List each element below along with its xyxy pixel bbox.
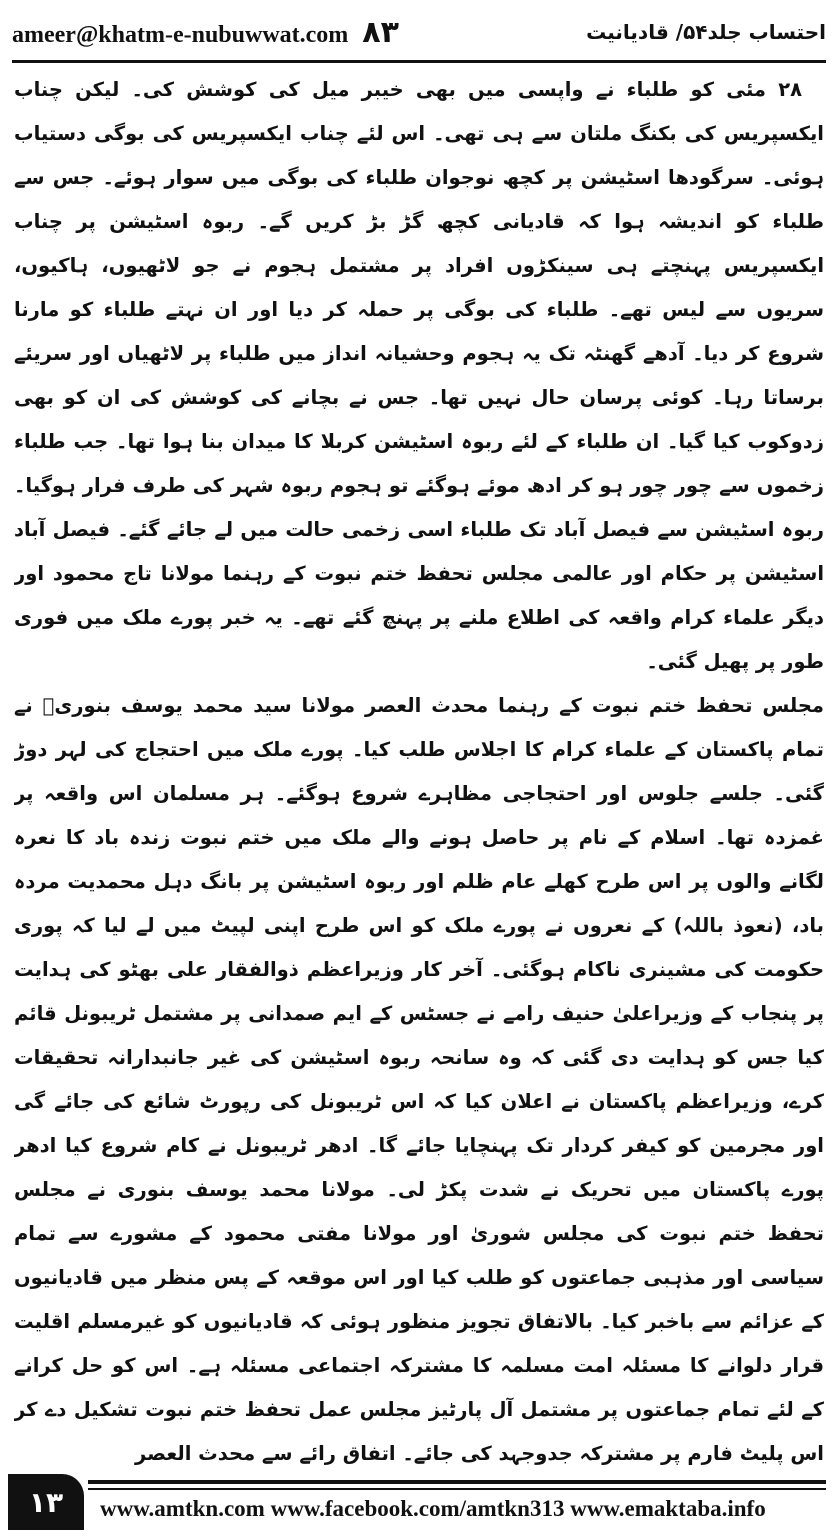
footer-rule-thin <box>88 1488 826 1490</box>
page-body <box>14 68 824 1468</box>
page-footer <box>0 1474 840 1536</box>
footer-links: www.amtkn.com www.facebook.com/amtkn313 www.emaktaba.info <box>100 1496 766 1521</box>
paragraph-1: ۲۸ مئی کو طلباء نے واپسی میں بھی خیبر میل کی کوشش کی۔ لیکن چناب ایکسپریس کی بکنگ ملتان سے ہی تھی۔ اس لئے چناب ایکسپریس کی بوگی دستیاب ہوئی۔ سرگودھا اسٹیشن پر کچھ نوجوان طلباء کی بوگی میں سوار ہوئے۔ جس سے طلباء کو اندیشہ ہوا کہ قادیانی کچھ گڑ بڑ کریں گے۔ ربوہ اسٹیشن پر چناب ایکسپریس پہنچتے ہی سینکڑوں افراد پر مشتمل ہجوم نے جو لاٹھیوں، ہاکیوں، سریوں سے لیس تھے۔ طلباء کی بوگی پر حملہ کر دیا اور ان نہتے طلباء کو مارنا شروع کر دیا۔ آدھے گھنٹہ تک یہ ہجوم وحشیانہ انداز میں طلباء پر لاٹھیاں اور سریئے برساتا رہا۔ کوئی پرسان حال نہیں تھا۔ جس نے بچانے کی کوشش کی ان کو بھی زدوکوب کیا گیا۔ ان طلباء کے لئے ربوہ اسٹیشن کربلا کا میدان بنا ہوا تھا۔ جب طلباء زخموں سے چور چور ہو کر ادھ موئے ہوگئے تو ہجوم ربوہ شہر کی طرف فرار ہوگیا۔ ربوہ اسٹیشن سے فیصل آباد تک طلباء اسی زخمی حالت میں لے جائے گئے۔ فیصل آباد اسٹیشن پر حکام اور عالمی مجلس تحفظ ختم نبوت کے رہنما مولانا تاج محمود اور دیگر علماء کرام واقعہ کی اطلاع ملنے پر پہنچ گئے تھے۔ یہ خبر پورے ملک میں فوری طور پر پھیل گئی۔ <box>14 78 824 673</box>
header-rule <box>12 60 826 63</box>
header-book-title: احتساب جلد۵۴/ قادیانیت <box>586 20 826 44</box>
header-left <box>12 15 399 50</box>
paragraph-2: مجلس تحفظ ختم نبوت کے رہنما محدث العصر مولانا سید محمد یوسف بنوریؒ نے تمام پاکستان کے علماء کرام کا اجلاس طلب کیا۔ پورے ملک میں احتجاج کی لہر دوڑ گئی۔ جلسے جلوس اور احتجاجی مظاہرے شروع ہوگئے۔ ہر مسلمان اس واقعہ پر غمزدہ تھا۔ اسلام کے نام پر حاصل ہونے والے ملک میں ختم نبوت زندہ باد کا نعرہ لگانے والوں پر اس طرح کھلے عام ظلم اور ربوہ اسٹیشن پر بانگ دہل محمدیت مردہ باد، (نعوذ باللہ) کے نعروں نے پورے ملک کو اس طرح اپنی لپیٹ میں لے لیا کہ پوری حکومت کی مشینری ناکام ہوگئی۔ آخر کار وزیراعظم ذوالفقار علی بھٹو کی ہدایت پر پنجاب کے وزیراعلیٰ حنیف رامے نے جسٹس کے ایم صمدانی پر مشتمل ٹریبونل قائم کیا جس کو ہدایت دی گئی کہ وہ سانحہ ربوہ اسٹیشن کی غیر جانبدارانہ تحقیقات کرے، وزیراعظم پاکستان نے اعلان کیا کہ اس ٹریبونل کی رپورٹ شائع کی جائے گی اور مجرمین کو کیفر کردار تک پہنچایا جائے گا۔ ادھر ٹریبونل نے کام شروع کیا ادھر پورے پاکستان میں تحریک نے شدت پکڑ لی۔ مولانا محمد یوسف بنوری نے مجلس تحفظ ختم نبوت کی مجلس شوریٰ اور مولانا مفتی محمود کے مشورے سے تمام سیاسی اور مذہبی جماعتوں کو طلب کیا اور اس موقعہ کے پس منظر میں قادیانیوں کے عزائم سے باخبر کیا۔ بالاتفاق تجویز منظور ہوئی کہ قادیانیوں کو غیرمسلم اقلیت قرار دلوانے کا مسئلہ امت مسلمہ کا مشترکہ اجتماعی مسئلہ ہے۔ اس کو حل کرانے کے لئے تمام جماعتوں پر مشتمل آل پارٹیز مجلس عمل تحفظ ختم نبوت تشکیل دے کر اس پلیٹ فارم پر مشترکہ جدوجہد کی جائے۔ اتفاق رائے سے محدث العصر <box>14 694 824 1465</box>
footer-rule-thick <box>88 1480 826 1484</box>
header-email: ameer@khatm-e-nubuwwat.com <box>12 21 349 48</box>
header-page-number: ۸۳ <box>362 14 399 50</box>
footer-page-number: ۱۳ <box>8 1474 84 1530</box>
page-header <box>12 8 826 56</box>
